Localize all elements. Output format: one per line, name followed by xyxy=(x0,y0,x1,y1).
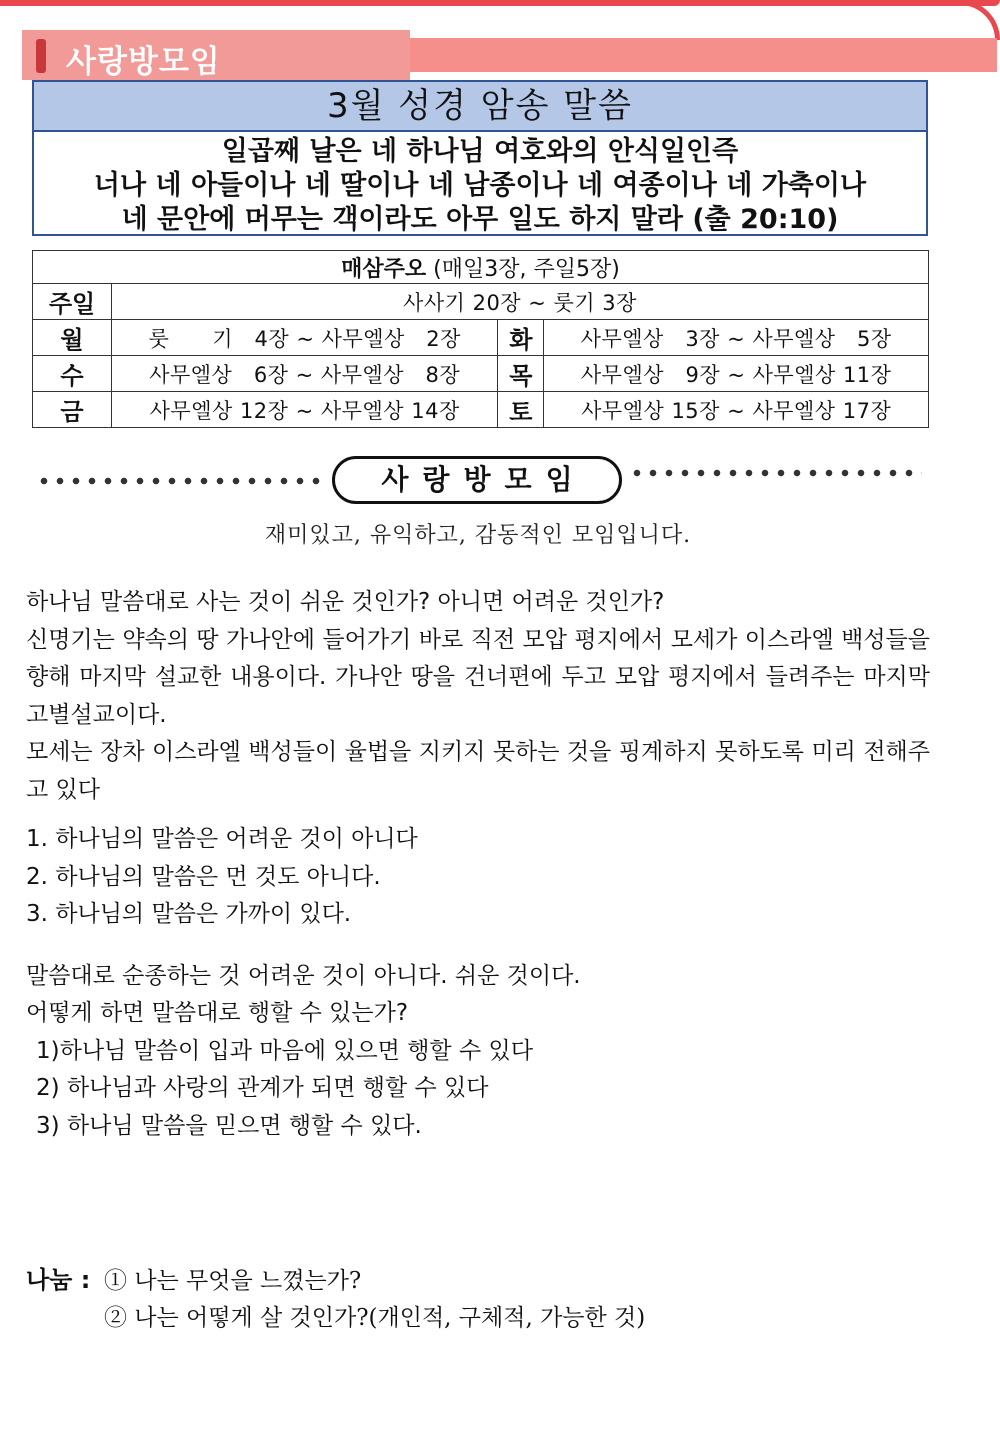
dotted-rule-right xyxy=(629,466,922,480)
memory-verse-title: 3월 성경 암송 말씀 xyxy=(34,82,926,132)
list-item: 3) 하나님 말씀을 믿으면 행할 수 있다. xyxy=(36,1112,422,1139)
sharing-question: ① 나는 무엇을 느꼈는가? xyxy=(104,1268,362,1294)
reading-plan-title: 매삼주오 xyxy=(341,256,427,282)
list-item: 2) 하나님과 사랑의 관계가 되면 행할 수 있다 xyxy=(36,1075,489,1101)
list-item: 1. 하나님의 말씀은 어려운 것이 아니다 xyxy=(26,826,418,852)
memory-verse-text xyxy=(34,132,926,237)
reading-range: 사무엘상 15장 ~ 사무엘상 17장 xyxy=(544,392,929,428)
reading-range: 룻 기 4장 ~ 사무엘상 2장 xyxy=(112,320,498,356)
dotted-rule-left xyxy=(36,474,328,488)
reading-range: 사무엘상 9장 ~ 사무엘상 11장 xyxy=(544,356,929,392)
list-item: 1)하나님 말씀이 입과 마음에 있으면 행할 수 있다 xyxy=(36,1037,533,1064)
day-label: 금 xyxy=(33,392,112,428)
reading-range: 사무엘상 6장 ~ 사무엘상 8장 xyxy=(112,356,498,392)
reading-range: 사사기 20장 ~ 룻기 3장 xyxy=(112,284,929,320)
reading-plan-row xyxy=(33,284,929,320)
reading-plan-subtitle: (매일3장, 주일5장) xyxy=(433,256,620,282)
list-item: 3. 하나님의 말씀은 가까이 있다. xyxy=(26,901,352,927)
reading-plan-table xyxy=(32,250,929,428)
verse-line: 일곱째 날은 네 하나님 여호와의 안식일인즉 xyxy=(221,136,739,167)
verse-line: 네 문안에 머무는 객이라도 아무 일도 하지 말라 (출 20:10) xyxy=(121,204,839,235)
top-border-line xyxy=(0,0,1000,6)
conclusion-line: 말씀대로 순종하는 것 어려운 것이 아니다. 쉬운 것이다. xyxy=(26,962,581,989)
banner-accent-bar xyxy=(36,39,46,73)
day-label: 목 xyxy=(498,356,544,392)
meeting-label-pill: 사랑방모임 xyxy=(332,456,622,504)
meeting-subtitle: 재미있고, 유익하고, 감동적인 모임입니다. xyxy=(264,523,692,548)
reading-plan-row xyxy=(33,356,929,392)
paragraph: 신명기는 약속의 땅 가나안에 들어가기 바로 직전 모압 평지에서 모세가 이스라엘 백성들을 향해 마지막 설교한 내용이다. 가나안 땅을 건너편에 두고 모압 평지에서 들려주는 마지막 고별설교이다. xyxy=(26,626,930,728)
day-label: 월 xyxy=(33,320,112,356)
verse-line: 너나 네 아들이나 네 딸이나 네 남종이나 네 여종이나 네 가축이나 xyxy=(93,170,867,201)
reading-range: 사무엘상 3장 ~ 사무엘상 5장 xyxy=(544,320,929,356)
reading-range: 사무엘상 12장 ~ 사무엘상 14장 xyxy=(112,392,498,428)
day-label: 화 xyxy=(498,320,544,356)
sharing-question: ② 나는 어떻게 살 것인가?(개인적, 구체적, 가능한 것) xyxy=(104,1305,646,1331)
list-item: 2. 하나님의 말씀은 먼 것도 아니다. xyxy=(26,863,381,890)
section-banner xyxy=(22,30,997,80)
conclusion-line: 어떻게 하면 말씀대로 행할 수 있는가? xyxy=(26,1000,409,1026)
day-label: 토 xyxy=(498,392,544,428)
sharing-section xyxy=(26,1262,645,1337)
reading-plan-header-row xyxy=(33,251,929,284)
reading-plan-row xyxy=(33,320,929,356)
sermon-content xyxy=(26,584,930,1145)
day-label: 주일 xyxy=(33,284,112,320)
section-title: 사랑방모임 xyxy=(66,44,221,80)
sharing-label: 나눔 : xyxy=(26,1266,91,1294)
meeting-divider xyxy=(36,456,922,508)
reading-plan-row xyxy=(33,392,929,428)
day-label: 수 xyxy=(33,356,112,392)
paragraph: 모세는 장차 이스라엘 백성들이 율법을 지키지 못하는 것을 핑계하지 못하도록 미리 전해주고 있다 xyxy=(26,739,930,803)
memory-verse-box xyxy=(32,80,928,236)
intro-question: 하나님 말씀대로 사는 것이 쉬운 것인가? 아니면 어려운 것인가? xyxy=(26,589,665,615)
